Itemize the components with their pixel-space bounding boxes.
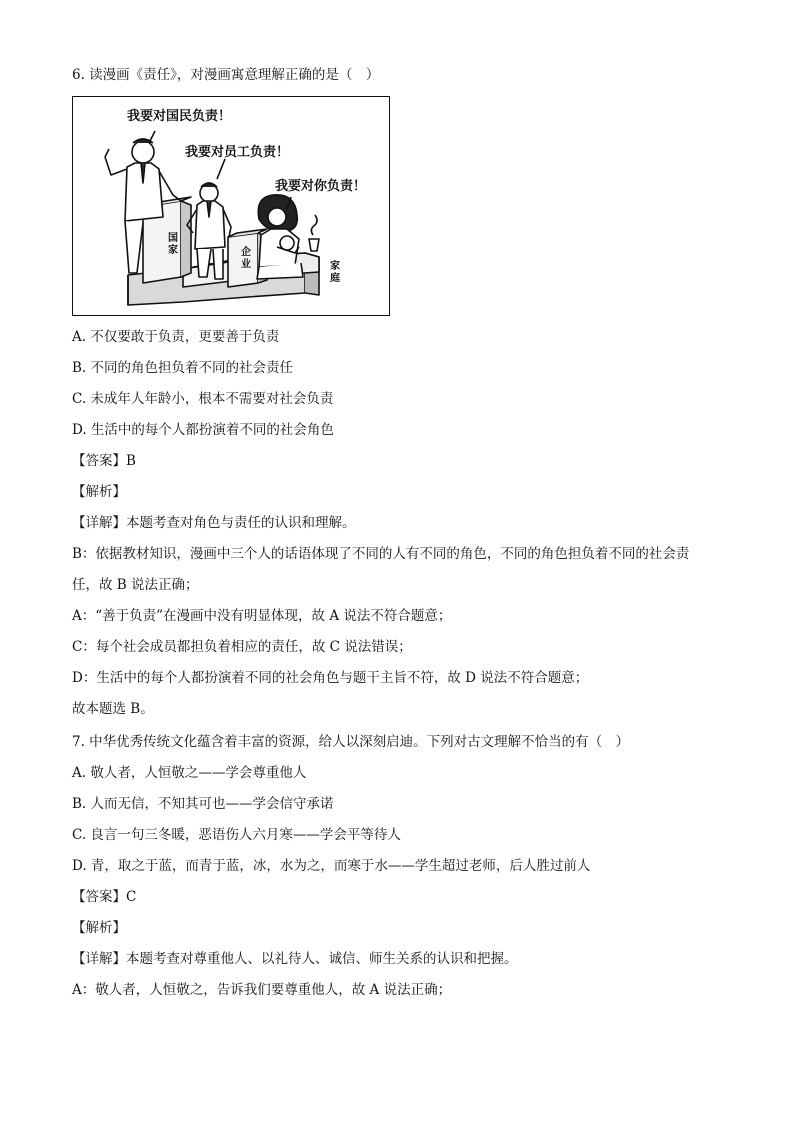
q7-stem: 7. 中华优秀传统文化蕴含着丰富的资源，给人以深刻启迪。下列对古文理解不恰当的有（ ） xyxy=(72,734,630,750)
q6-option-b: B. 不同的角色担负着不同的社会责任 xyxy=(72,360,294,376)
q7-option-a: A. 敬人者，人恒敬之——学会尊重他人 xyxy=(72,765,307,781)
q6-option-a: A. 不仅要敢于负责，更要善于负责 xyxy=(72,329,280,345)
q7-option-c: C. 良言一句三冬暖，恶语伤人六月寒——学会平等待人 xyxy=(72,827,401,843)
q7-analysis: 【解析】 xyxy=(72,920,126,936)
q6-conclusion: 故本题选 B。 xyxy=(72,701,154,717)
q6-analysis: 【解析】 xyxy=(72,484,126,500)
cartoon-drawing xyxy=(73,97,390,316)
q6-answer: 【答案】B xyxy=(72,453,136,469)
responsibility-cartoon xyxy=(72,96,390,316)
q6-explain-d: D：生活中的每个人都扮演着不同的社会角色与题干主旨不符，故 D 说法不符合题意； xyxy=(72,670,589,686)
q6-explain-a: A：“善于负责”在漫画中没有明显体现，故 A 说法不符合题意； xyxy=(72,608,452,624)
label-family: 家庭 xyxy=(330,261,340,284)
q6-option-d: D. 生活中的每个人都扮演着不同的社会角色 xyxy=(72,422,334,438)
q7-option-d: D. 青，取之于蓝，而青于蓝，冰，水为之，而寒于水——学生超过老师，后人胜过前人 xyxy=(72,858,591,874)
q7-option-b: B. 人而无信，不知其可也——学会信守承诺 xyxy=(72,796,334,812)
q6-explain-b-line1: B：依据教材知识，漫画中三个人的话语体现了不同的人有不同的角色，不同的角色担负着不同的社会责 xyxy=(72,546,690,562)
label-nation: 国家 xyxy=(168,233,178,256)
q6-option-c: C. 未成年人年龄小，根本不需要对社会负责 xyxy=(72,391,334,407)
label-company: 企业 xyxy=(241,247,251,270)
q7-detail: 【详解】本题考查对尊重他人、以礼待人、诚信、师生关系的认识和把握。 xyxy=(72,951,518,967)
bubble-nation: 我要对国民负责！ xyxy=(127,109,232,124)
q6-detail: 【详解】本题考查对角色与责任的认识和理解。 xyxy=(72,515,356,531)
bubble-family: 我要对你负责！ xyxy=(275,179,367,194)
bubble-company: 我要对员工负责！ xyxy=(185,145,290,160)
q7-explain-a: A：敬人者，人恒敬之，告诉我们要尊重他人，故 A 说法正确； xyxy=(72,982,452,998)
q6-explain-c: C：每个社会成员都担负着相应的责任，故 C 说法错误； xyxy=(72,639,412,655)
q6-explain-b-line2: 任，故 B 说法正确； xyxy=(72,577,199,593)
q7-answer: 【答案】C xyxy=(72,889,137,905)
q6-stem: 6. 读漫画《责任》，对漫画寓意理解正确的是（ ） xyxy=(72,67,380,83)
